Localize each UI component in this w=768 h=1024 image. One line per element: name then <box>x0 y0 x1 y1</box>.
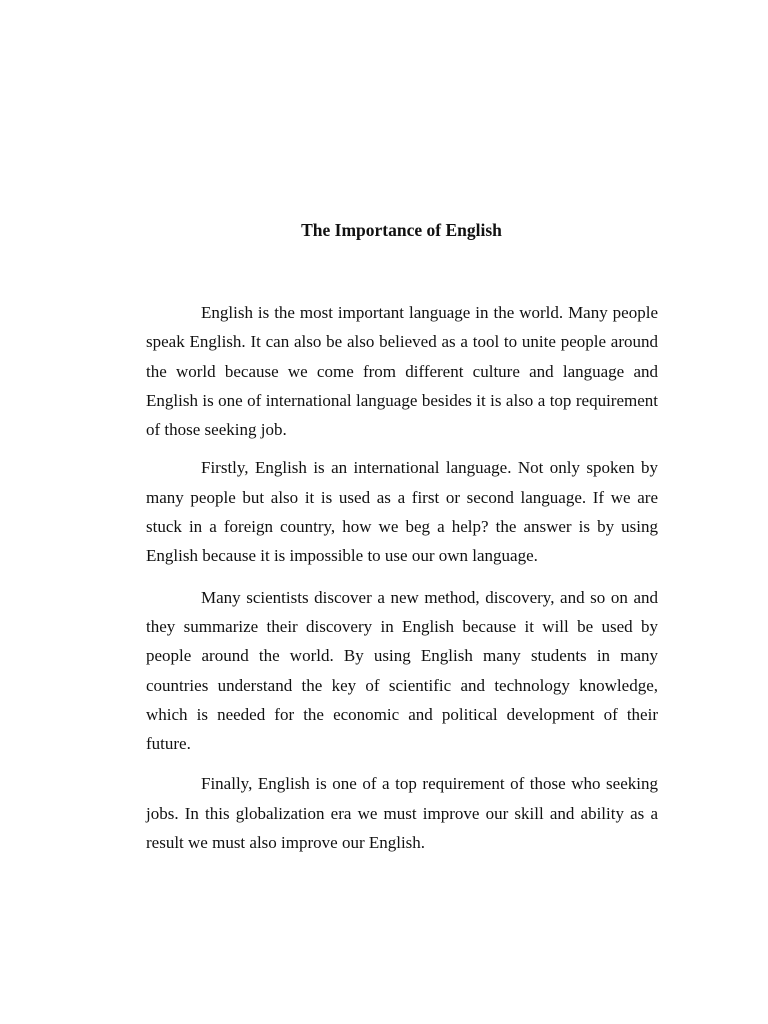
document-title: The Importance of English <box>301 220 502 240</box>
document-body <box>146 298 658 857</box>
paragraph-3: Many scientists discover a new method, discovery, and so on and they summarize their discovery in English because it will be used by people around the world. By using English many students in many countries understand the key of scientific and technology knowledge, which is needed for the economic and political development of their future. <box>146 587 658 754</box>
paragraph-4: Finally, English is one of a top requirement of those who seeking jobs. In this globalization era we must improve our skill and ability as a result we must also improve our English. <box>146 774 658 853</box>
paragraph-2: Firstly, English is an international language. Not only spoken by many people but also it is used as a first or second language. If we are stuck in a foreign country, how we beg a help? the answer is by using English because it is impossible to use our own language. <box>146 458 658 566</box>
paragraph-1: English is the most important language in the world. Many people speak English. It can also be also believed as a tool to unite people around the world because we come from different culture and language and English is one of international language besides it is also a top requirement of those seeking job. <box>146 303 658 440</box>
